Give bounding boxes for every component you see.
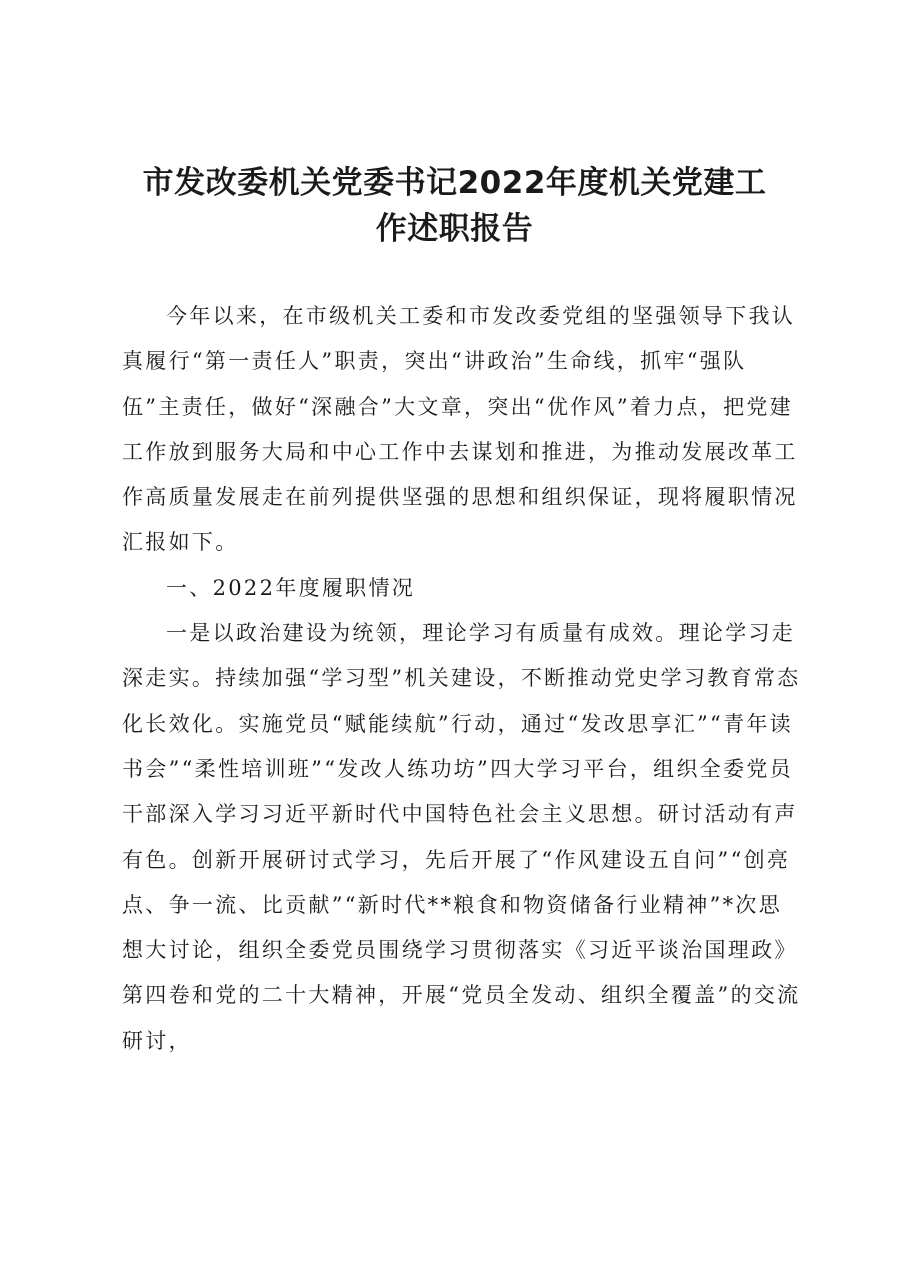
title-line-2: 作述职报告 xyxy=(375,211,534,247)
title-line-1: 市发改委机关党委书记2022年度机关党建工 xyxy=(142,165,767,201)
document-body xyxy=(122,294,804,1064)
document-title xyxy=(100,160,809,252)
intro-paragraph: 今年以来，在市级机关工委和市发改委党组的坚强领导下我认真履行“第一责任人”职责，突出“讲政治”生命线，抓牢“强队伍”主责任，做好“深融合”大文章，突出“优作风”着力点，把党建工作放到服务大局和中心工作中去谋划和推进，为推动发展改革工作高质量发展走在前列提供坚强的思想和组织保证，现将履职情况汇报如下。 xyxy=(122,304,798,555)
body-paragraph: 一是以政治建设为统领，理论学习有质量有成效。理论学习走深走实。持续加强“学习型”机关建设，不断推动党史学习教育常态化长效化。实施党员“赋能续航”行动，通过“发改思享汇”“青年读书会”“柔性培训班”“发改人练功坊”四大学习平台，组织全委党员干部深入学习习近平新时代中国特色社会主义思想。研讨活动有声有色。创新开展研讨式学习，先后开展了“作风建设五自问”“创亮点、争一流、比贡献”“新时代**粮食和物资储备行业精神”*次思想大讨论，组织全委党员围绕学习贯彻落实《习近平谈治国理政》第四卷和党的二十大精神，开展“党员全发动、组织全覆盖”的交流研讨， xyxy=(122,621,801,1053)
section-heading: 一、2022年度履职情况 xyxy=(166,575,416,600)
